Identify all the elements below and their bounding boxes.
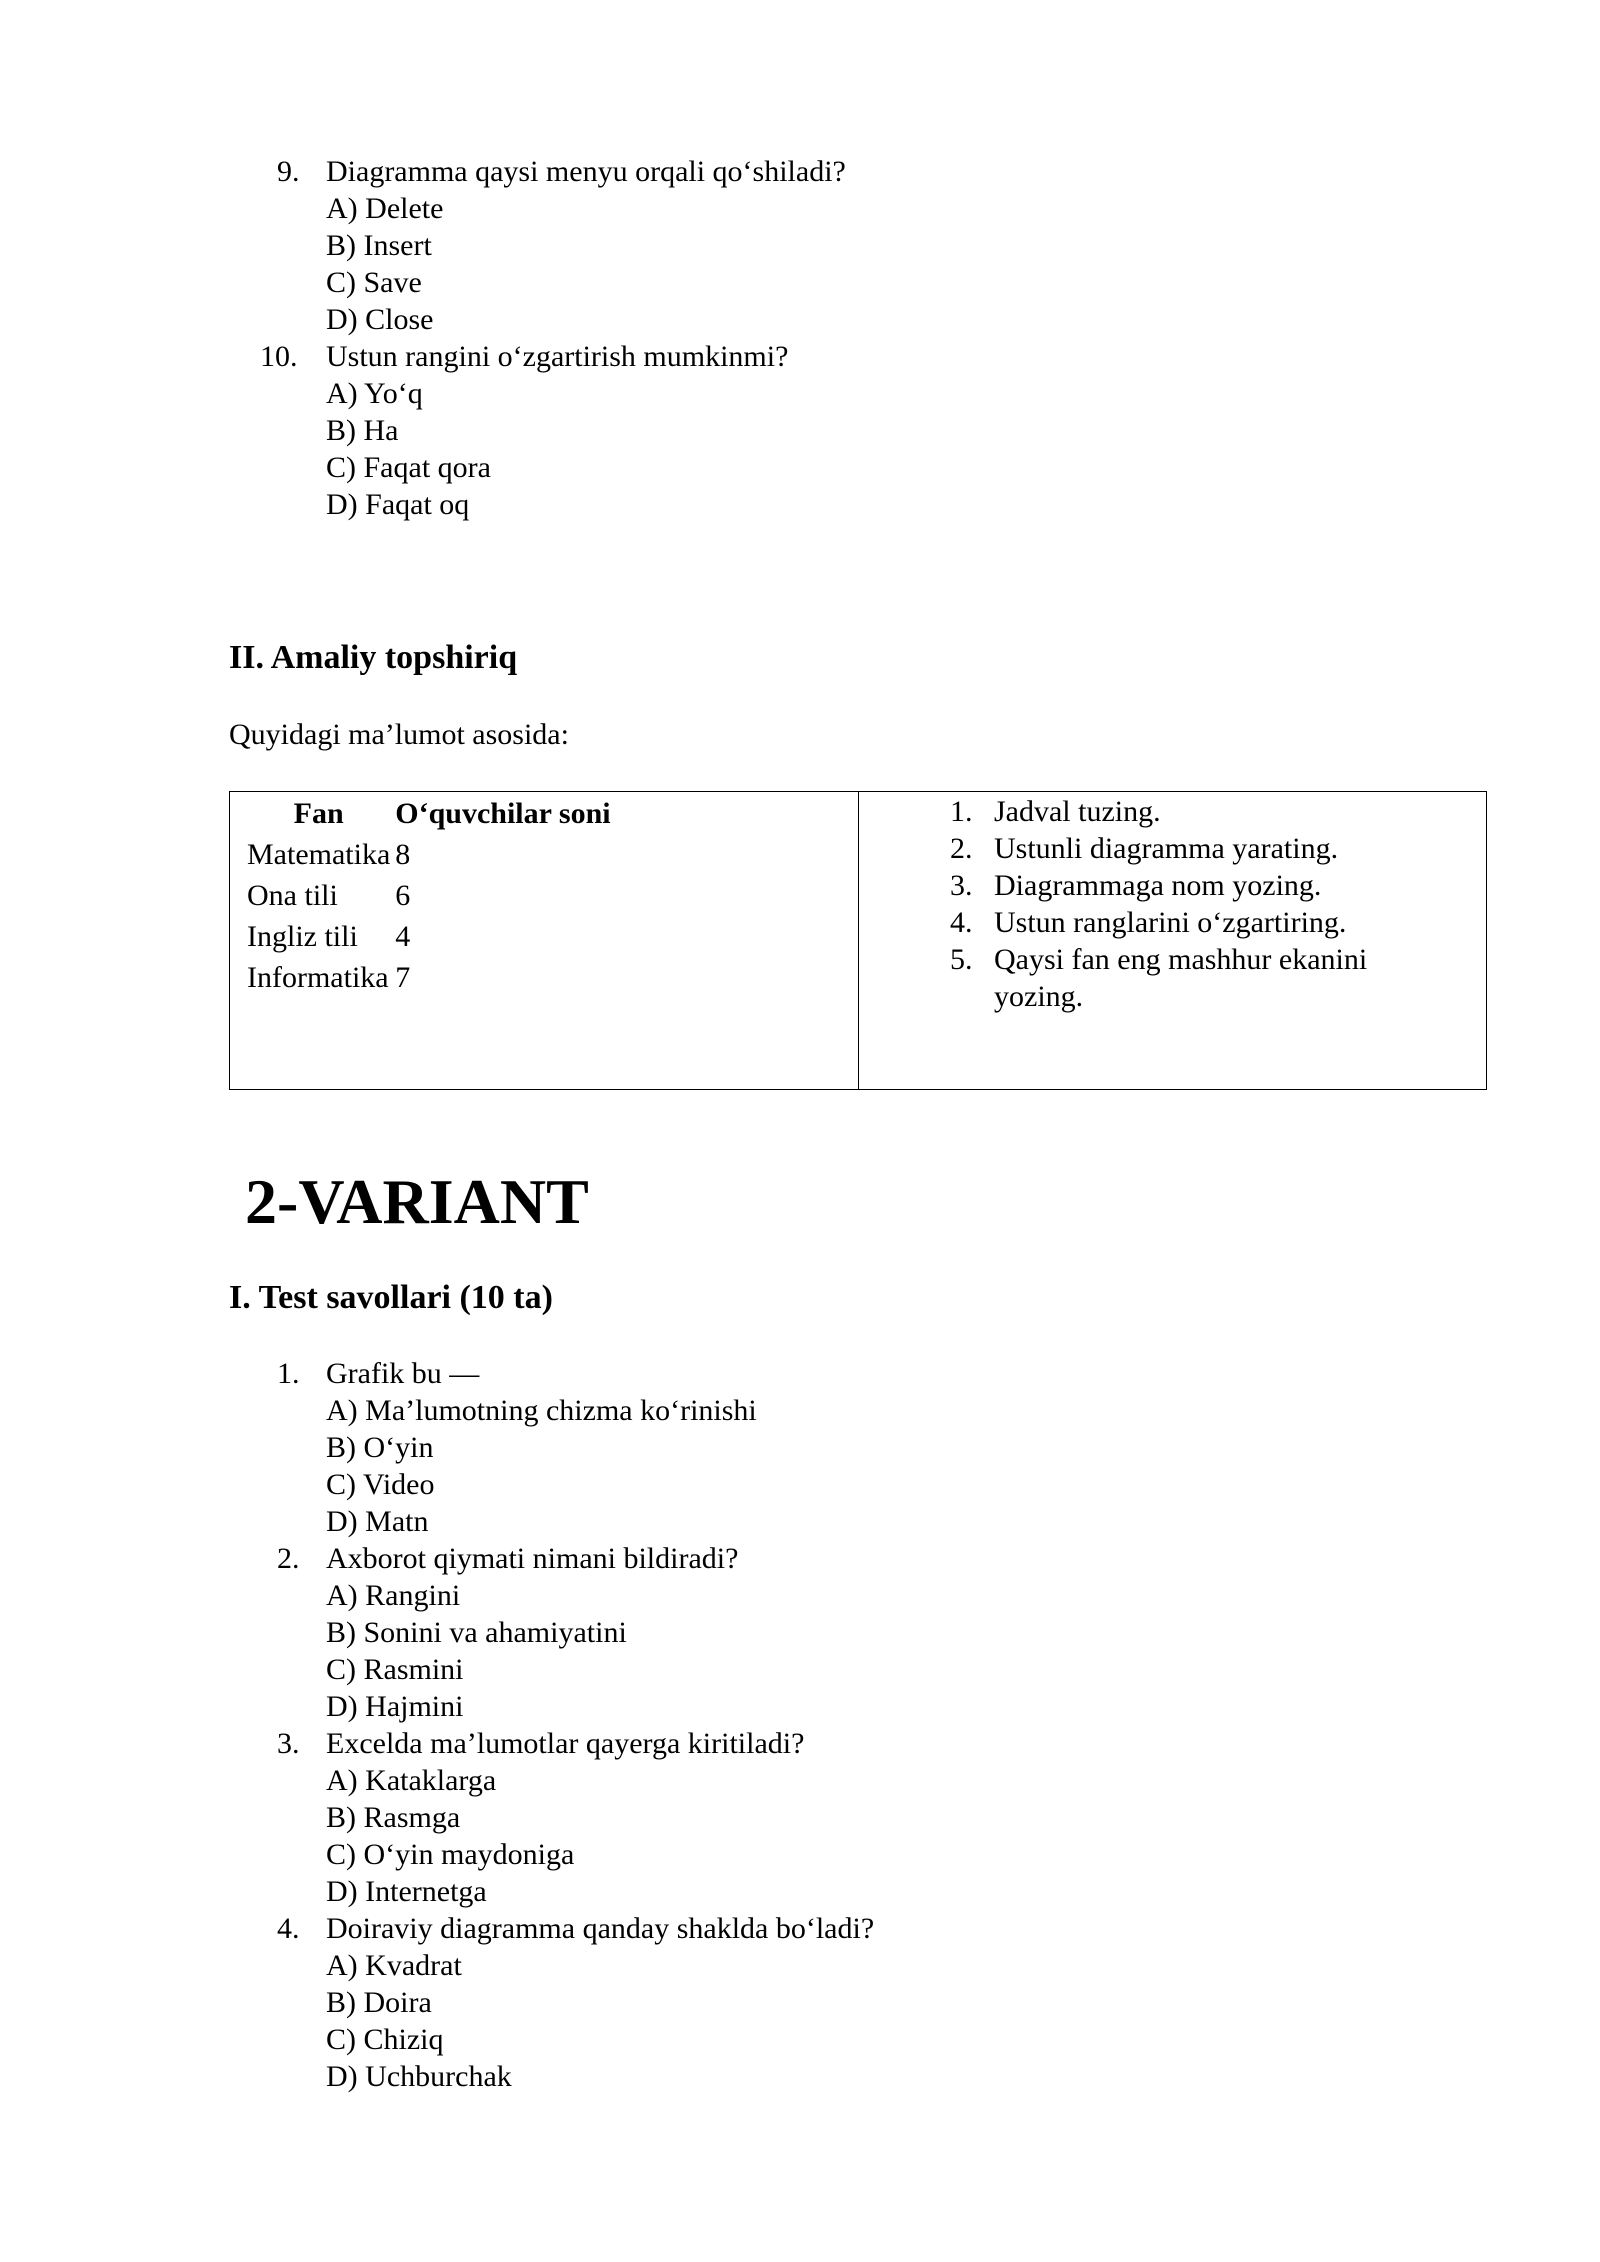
- task-text: Diagrammaga nom yozing.: [994, 869, 1322, 902]
- task-table: [229, 791, 1487, 1090]
- task-item: [950, 904, 1486, 941]
- answer-option: C) Video: [326, 1468, 435, 1501]
- task-item: [950, 941, 1414, 1015]
- answer-option: D) Uchburchak: [326, 2060, 512, 2093]
- answer-option: A) Kvadrat: [326, 1949, 462, 1982]
- answer-option: B) Sonini va ahamiyatini: [326, 1616, 627, 1649]
- question-item: [260, 338, 846, 523]
- question-list: [277, 1355, 874, 2095]
- answer-option: C) Save: [326, 266, 422, 299]
- table-row: [247, 834, 616, 875]
- task-number: 2.: [950, 832, 973, 865]
- task-number: 1.: [950, 795, 973, 828]
- table-cell: Informatika: [247, 960, 389, 994]
- task-number: 3.: [950, 869, 973, 902]
- column-header-students: O‘quvchilar soni: [395, 797, 611, 830]
- question-text: Axborot qiymati nimani bildiradi?: [326, 1542, 739, 1575]
- table-cell: 4: [395, 919, 411, 953]
- question-item: [277, 1355, 874, 1540]
- table-cell: Ingliz tili: [247, 919, 358, 953]
- answer-option: D) Faqat oq: [326, 488, 470, 521]
- answer-option: B) Doira: [326, 1986, 432, 2019]
- task-text: Ustunli diagramma yarating.: [994, 832, 1339, 865]
- question-number: 10.: [260, 340, 298, 373]
- question-number: 4.: [277, 1912, 300, 1945]
- subject-table: [247, 794, 616, 998]
- task-item: [950, 867, 1486, 904]
- question-text: Grafik bu —: [326, 1357, 480, 1390]
- task-text: Ustun ranglarini o‘zgartiring.: [994, 906, 1347, 939]
- answer-option: D) Close: [326, 303, 434, 336]
- data-cell: [230, 792, 859, 1089]
- question-text: Doiraviy diagramma qanday shaklda bo‘ladi?: [326, 1912, 875, 1945]
- section-heading-test: I. Test savollari (10 ta): [229, 1279, 553, 1316]
- task-text: Qaysi fan eng mashhur ekanini yozing.: [994, 943, 1368, 1013]
- table-cell: Ona tili: [247, 878, 338, 912]
- answer-option: B) Insert: [326, 229, 432, 262]
- question-item: [277, 1725, 874, 1910]
- table-row: [247, 875, 616, 916]
- task-list: [859, 793, 1486, 1015]
- question-list: [260, 153, 846, 523]
- table-row: [247, 957, 616, 998]
- answer-option: D) Hajmini: [326, 1690, 464, 1723]
- column-header-subject: Fan: [293, 797, 344, 830]
- answer-option: D) Internetga: [326, 1875, 487, 1908]
- question-text: Excelda ma’lumotlar qayerga kiritiladi?: [326, 1727, 805, 1760]
- table-cell: 7: [395, 960, 411, 994]
- answer-option: C) Faqat qora: [326, 451, 491, 484]
- task-number: 5.: [950, 943, 973, 976]
- answer-option: B) Rasmga: [326, 1801, 461, 1834]
- answer-option: C) Chiziq: [326, 2023, 444, 2056]
- question-number: 9.: [277, 155, 300, 188]
- answer-option: A) Delete: [326, 192, 444, 225]
- answer-option: C) O‘yin maydoniga: [326, 1838, 575, 1871]
- task-item: [950, 830, 1486, 867]
- question-number: 2.: [277, 1542, 300, 1575]
- answer-option: B) Ha: [326, 414, 399, 447]
- task-number: 4.: [950, 906, 973, 939]
- question-item: [277, 153, 846, 338]
- table-header-row: [247, 794, 616, 834]
- table-cell: 8: [395, 837, 411, 871]
- question-text: Ustun rangini o‘zgartirish mumkinmi?: [326, 340, 789, 373]
- question-item: [277, 1540, 874, 1725]
- question-item: [277, 1910, 874, 2095]
- question-number: 1.: [277, 1357, 300, 1390]
- answer-option: A) Ma’lumotning chizma ko‘rinishi: [326, 1394, 757, 1427]
- task-text: Jadval tuzing.: [994, 795, 1161, 828]
- answer-option: C) Rasmini: [326, 1653, 464, 1686]
- answer-option: A) Yo‘q: [326, 377, 423, 410]
- question-text: Diagramma qaysi menyu orqali qo‘shiladi?: [326, 155, 846, 188]
- table-row: [247, 916, 616, 957]
- table-cell: Matematika: [247, 837, 391, 871]
- answer-option: D) Matn: [326, 1505, 429, 1538]
- section-heading-practical: II. Amaliy topshiriq: [229, 639, 518, 676]
- variant-title: 2-VARIANT: [245, 1166, 589, 1237]
- table-cell: 6: [395, 878, 411, 912]
- tasks-cell: [859, 792, 1486, 1089]
- question-number: 3.: [277, 1727, 300, 1760]
- answer-option: A) Rangini: [326, 1579, 461, 1612]
- task-item: [950, 793, 1486, 830]
- answer-option: B) O‘yin: [326, 1431, 434, 1464]
- practical-intro: Quyidagi ma’lumot asosida:: [229, 718, 569, 751]
- answer-option: A) Kataklarga: [326, 1764, 497, 1797]
